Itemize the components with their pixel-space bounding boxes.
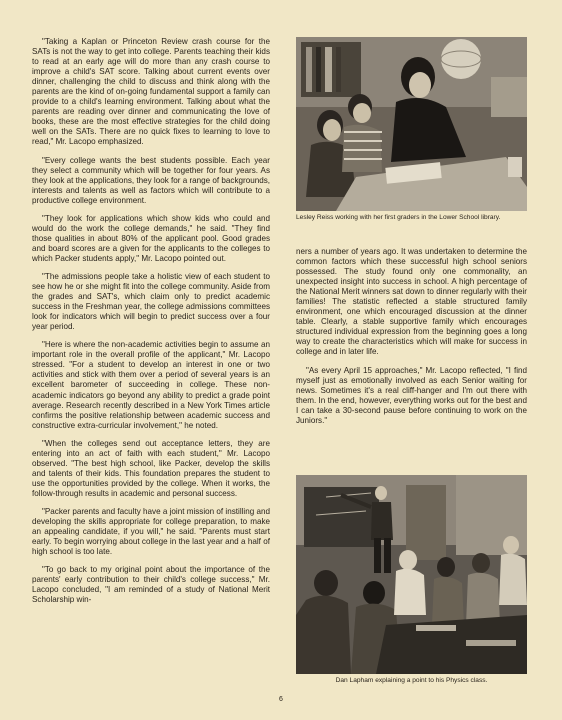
paragraph: "Taking a Kaplan or Princeton Review crash course for the SATs is not the way to get into college. Parents teaching their kids to read at an early age will do more than any crash course to improve a child's SAT score. Talking about current events over dinner, challenging the child to discuss and think along with the parents are the kind of on-going fundamental support a family can provide to a child's learning environment. Talking about what the parents are reading over dinner and communicating the love of books, these are the most effective strategies for the child doing well on the SATs. There are no quick fixes to learning to love to read," Mr. Lacopo emphasized. (32, 37, 270, 147)
paragraph: "When the colleges send out acceptance letters, they are entering into an act of faith with each student," Mr. Lacopo observed. "The best high school, like Packer, develop the skills and talents of their kids. This foundation prepares the student to use the opportunities provided by the college. When it works, the follow-through results in academic and personal success. (32, 438, 270, 498)
paragraph: "To go back to my original point about the importance of the parents' early contribution to their child's college success," Mr. Lacopo concluded, "I am reminded of a study of National Merit Scholarship win- (32, 565, 270, 605)
left-text-column (32, 37, 270, 613)
page-number: 6 (279, 696, 283, 703)
library-photo (296, 37, 527, 211)
paragraph: "Every college wants the best students possible. Each year they select a community which will be together for four years. As they look at the applications, they look for a range of backgrounds, interests and talents as well as factors which will contribute to a productive college environment. (32, 155, 271, 205)
photo-caption: Dan Lapham explaining a point to his Physics class. (335, 677, 488, 684)
photo-caption: Lesley Reiss working with her first graders in the Lower School library. (296, 214, 501, 221)
paragraph: "The admissions people take a holistic view of each student to see how he or she might fit into the college community. Aside from the grades and SAT's, which claim only to predict academic success in the Freshman year, the college admissions committees look for indicators which will begin to predict success over a four year period. (32, 271, 270, 332)
paragraph: "As every April 15 approaches," Mr. Lacopo reflected, "I find myself just as emotionally involved as each Senior waiting for news. Sometimes it's a real cliff-hanger and I'm out there with them. In the end, however, everything works out for the best and I can take a 30-second pause before continuing to work on the Juniors." (296, 365, 527, 425)
paragraph: "Here is where the non-academic activities begin to assume an important role in the overall profile of the applicant," Mr. Lacopo stressed. "For a student to develop an interest in one or two activities and stick with them over a period of several years is an excellent barometer of succeeding in college. These non-academic indicators go beyond any ability to predict a grade point average. Research recently described in a New York Times article confirms the positive relationship between academic success and constructive extra-curricular involvement," he noted. (32, 340, 270, 430)
physics-class-photo (296, 475, 527, 674)
paragraph: "Packer parents and faculty have a joint mission of instilling and developing the skills appropriate for college preparation, to make an appealing candidate, if you will," he said. "Parents must start early. To begin worrying about college in the last year and a half of high school is too late. (32, 506, 270, 557)
paragraph: "They look for applications which show kids who could and would do the work the college demands," he said. "They find those qualities in about 80% of the applicant pool. Good grades and board scores are a given for the applicants to the colleges to which Packer students apply," Mr. Lacopo pointed out. (32, 213, 270, 263)
paragraph: ners a number of years ago. It was undertaken to determine the common factors which these successful high school seniors possessed. The study found only one commonality, an unexpected insight into success in school. A high percentage of the National Merit winners sat down to dinner regularly with their families! The statistic reflected a stable structured family environment, one which encouraged discussion at the dinner table. Clearly, a stable supportive family which encourages structured individual expression from the beginning goes a long way to create the characteristics which will make for success in college and in later life. (296, 247, 527, 357)
right-text-column (296, 247, 527, 434)
